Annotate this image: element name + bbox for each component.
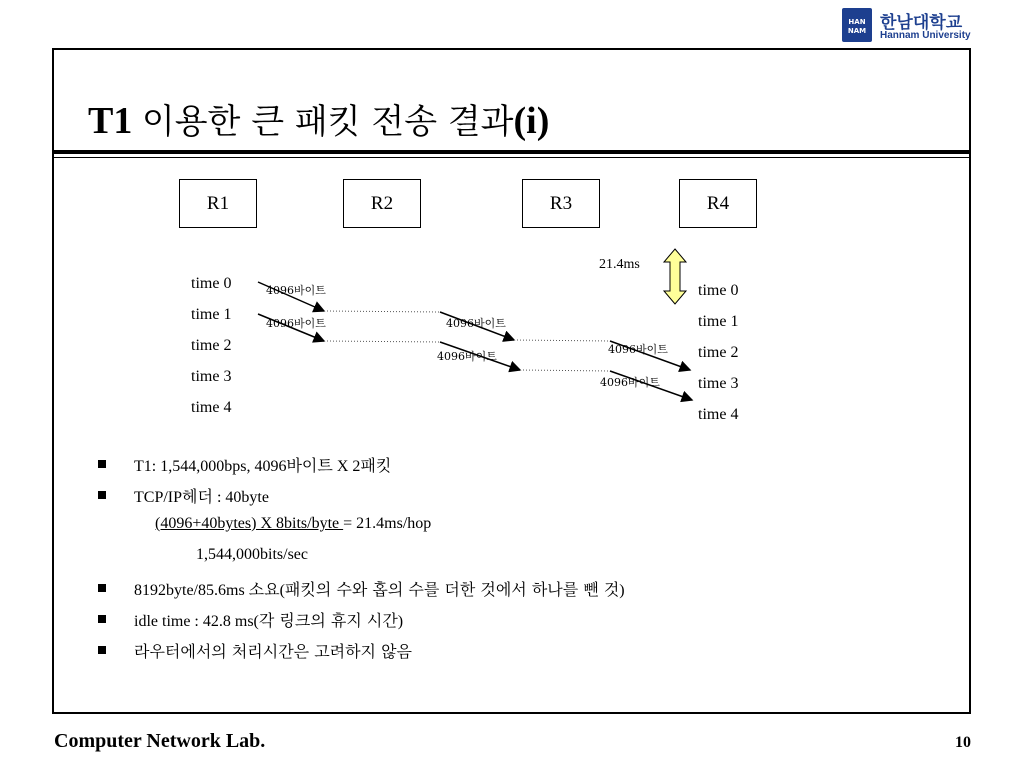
b4-a: idle time : 42.8 ms( — [134, 613, 259, 630]
b2-b: 헤더 — [182, 487, 213, 506]
bullet-text-5: 라우터에서의 처리시간은 고려하지 않음 — [134, 642, 413, 661]
router-r2: R2 — [343, 179, 421, 228]
right-time-3: time 3 — [698, 375, 739, 392]
packet-label: 4096바이트 — [437, 350, 497, 363]
router-r4: R4 — [679, 179, 757, 228]
logo-mark-bottom: NAM — [847, 27, 867, 35]
packet-label: 4096바이트 — [266, 284, 326, 297]
b2-c: : 40byte — [212, 489, 269, 506]
bullet-icon — [98, 615, 106, 623]
packet2-wait-line-2 — [520, 370, 610, 371]
title-suffix: (i) — [513, 100, 550, 142]
b3-d: 패킷의 수와 홉의 수를 더한 것에서 하나를 뺀 것 — [284, 580, 620, 599]
title-main: T1 — [88, 100, 142, 142]
left-time-0: time 0 — [191, 275, 232, 292]
b1-d: 패킷 — [360, 456, 392, 475]
router-r1: R1 — [179, 179, 257, 228]
logo-mark-top: HAN — [848, 18, 866, 26]
router-r3: R3 — [522, 179, 600, 228]
packet-label: 4096바이트 — [266, 317, 326, 330]
footer-lab-name: Computer Network Lab. — [54, 730, 266, 752]
b3-c: ( — [279, 582, 285, 599]
right-time-2: time 2 — [698, 344, 739, 361]
formula-denominator: 1,544,000bits/sec — [196, 546, 308, 563]
left-time-4: time 4 — [191, 399, 232, 416]
packet-label: 4096바이트 — [608, 343, 668, 356]
b1-a: T1: 1,544,000bps, 4096 — [134, 458, 287, 475]
b2-a: TCP/IP — [134, 489, 183, 506]
left-time-2: time 2 — [191, 337, 232, 354]
bullet-icon — [98, 646, 106, 654]
packet2-wait-line — [324, 341, 440, 342]
title-korean: 이용한 큰 패킷 전송 결과 — [141, 102, 514, 142]
bullet-text-1 — [134, 453, 391, 476]
bullet-text-4 — [134, 608, 403, 631]
delay-label: 21.4ms — [599, 257, 640, 272]
left-time-1: time 1 — [191, 306, 232, 323]
bullet-icon — [98, 584, 106, 592]
b3-e: ) — [619, 582, 625, 599]
b1-c: X 2 — [332, 458, 361, 475]
bullet-text-3 — [134, 577, 625, 600]
packet-label: 4096바이트 — [446, 317, 506, 330]
delay-double-arrow-icon — [664, 249, 686, 304]
formula-result: = 21.4ms/hop — [343, 515, 432, 532]
right-time-1: time 1 — [698, 313, 739, 330]
right-time-0: time 0 — [698, 282, 739, 299]
right-time-4: time 4 — [698, 406, 739, 423]
formula-line — [155, 515, 431, 533]
packet1-wait-line-2 — [514, 340, 610, 341]
formula-numerator: (4096+40bytes) X 8bits/byte — [155, 515, 344, 532]
left-time-3: time 3 — [191, 368, 232, 385]
bullet-text-2 — [134, 484, 269, 507]
logo-korean: 한남대학교 — [880, 13, 963, 33]
packet-label: 4096바이트 — [600, 376, 660, 389]
b4-b: 각 링크의 휴지 시간 — [258, 611, 398, 630]
b3-b: 소요 — [248, 580, 280, 599]
b3-a: 8192byte/85.6ms — [134, 582, 249, 599]
bullet-icon — [98, 491, 106, 499]
bullet-icon — [98, 460, 106, 468]
b4-c: ) — [397, 613, 404, 630]
logo-english: Hannam University — [880, 30, 971, 41]
packet1-wait-line — [324, 311, 440, 312]
b1-b: 바이트 — [286, 456, 333, 475]
page-number: 10 — [955, 734, 971, 751]
